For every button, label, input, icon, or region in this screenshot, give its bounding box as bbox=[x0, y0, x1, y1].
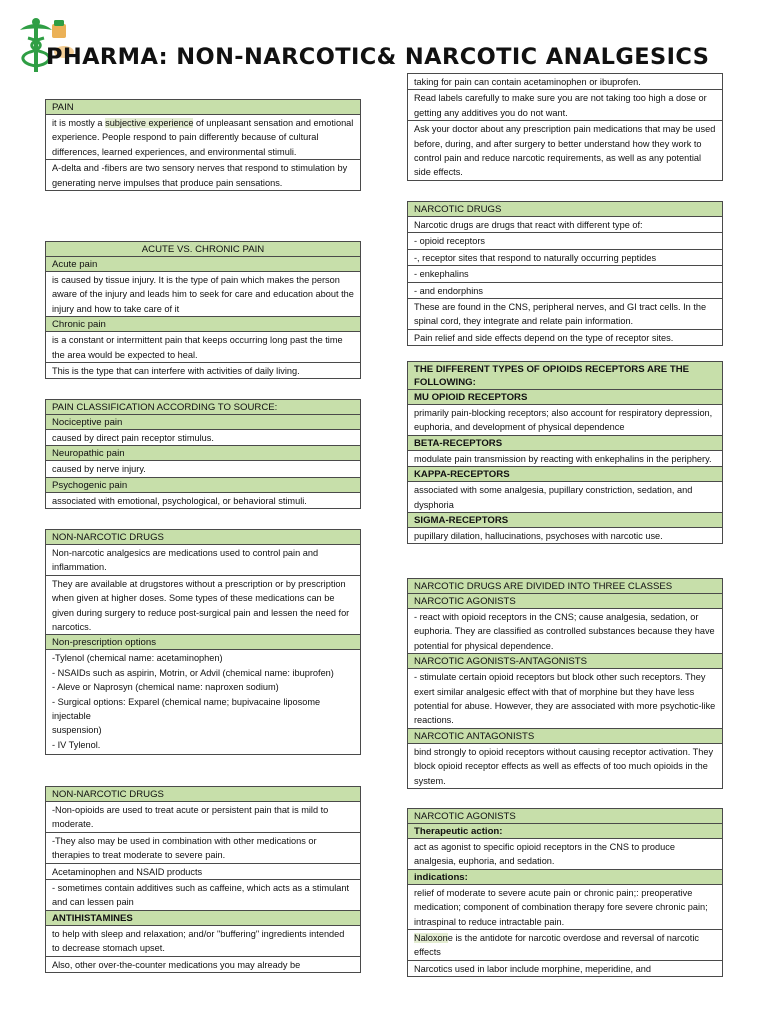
indications-label: indications: bbox=[408, 870, 722, 885]
non-narcotic-box-2 bbox=[45, 786, 361, 973]
kappa-receptors-text: associated with some analgesia, pupillary constriction, sedation, and dysphoria bbox=[408, 482, 722, 513]
list-item: -, receptor sites that respond to naturally occurring peptides bbox=[408, 250, 722, 266]
receptors-header: THE DIFFERENT TYPES OF OPIOIDS RECEPTORS ARE THE FOLLOWING: bbox=[408, 362, 722, 390]
list-item: -Tylenol (chemical name: acetaminophen) bbox=[52, 653, 223, 664]
non-narcotic-header-1: NON-NARCOTIC DRUGS bbox=[46, 530, 360, 545]
list-item: - opioid receptors bbox=[408, 233, 722, 249]
combination-use: -They also may be used in combination with other medications or therapies to treat moderate to severe pain. bbox=[46, 833, 360, 864]
highlighted-term: Naloxon bbox=[414, 933, 448, 944]
non-prescription-list bbox=[46, 650, 360, 755]
therapeutic-action-text: act as agonist to specific opioid receptors in the CNS to produce analgesia, euphoria, and sedation. bbox=[408, 839, 722, 870]
pain-definition-text-2: of unpleasant sensation and emotional experience. People respond to pain differently because of cultural differences, learned experiences, and environmental stimuli. bbox=[52, 118, 354, 157]
narcotic-drugs-header: NARCOTIC DRUGS bbox=[408, 202, 722, 217]
classification-header: PAIN CLASSIFICATION ACCORDING TO SOURCE: bbox=[46, 400, 360, 415]
classification-box bbox=[45, 399, 361, 509]
mu-receptors-text: primarily pain-blocking receptors; also account for respiratory depression, euphoria, and development of physical dependence bbox=[408, 405, 722, 436]
list-item: - NSAIDs such as aspirin, Motrin, or Advil (chemical name: ibuprofen) bbox=[52, 667, 334, 678]
beta-receptors-label: BETA-RECEPTORS bbox=[408, 436, 722, 451]
page-title: PHARMA: NON-NARCOTIC& NARCOTIC ANALGESICS bbox=[46, 44, 710, 70]
sigma-receptors-label: SIGMA-RECEPTORS bbox=[408, 513, 722, 528]
classes-header: NARCOTIC DRUGS ARE DIVIDED INTO THREE CLASSES bbox=[408, 579, 722, 594]
otc-medications: Also, other over-the-counter medications you may already be bbox=[46, 957, 360, 973]
non-narcotic-header-2: NON-NARCOTIC DRUGS bbox=[46, 787, 360, 802]
continued-box bbox=[407, 73, 723, 181]
naloxone-note bbox=[408, 930, 722, 961]
chronic-pain-text: is a constant or intermittent pain that keeps occurring long past the time the area would be expected to heal. bbox=[46, 332, 360, 363]
narcotic-drugs-box bbox=[407, 201, 723, 346]
acute-pain-label: Acute pain bbox=[46, 257, 360, 272]
nociceptive-text: caused by direct pain receptor stimulus. bbox=[46, 430, 360, 446]
kappa-receptors-label: KAPPA-RECEPTORS bbox=[408, 467, 722, 482]
pain-definition-text-1: it is mostly a bbox=[52, 118, 106, 128]
antihistamines-text: to help with sleep and relaxation; and/or "buffering" ingredients intended to decrease stomach upset. bbox=[46, 926, 360, 957]
beta-receptors-text: modulate pain transmission by reacting with enkephalins in the periphery. bbox=[408, 451, 722, 467]
pain-box bbox=[45, 99, 361, 191]
non-opioid-use: -Non-opioids are used to treat acute or persistent pain that is mild to moderate. bbox=[46, 802, 360, 833]
antagonists-text: bind strongly to opioid receptors without causing receptor activation. They block opioid receptor effects as well as effects of too much opioids in the system. bbox=[408, 744, 722, 789]
list-item: - and endorphins bbox=[408, 283, 722, 299]
neuropathic-text: caused by nerve injury. bbox=[46, 461, 360, 477]
narcotic-definition: Narcotic drugs are drugs that react with different type of: bbox=[408, 217, 722, 233]
list-item: - enkephalins bbox=[408, 266, 722, 282]
agonists-antagonists-label: NARCOTIC AGONISTS-ANTAGONISTS bbox=[408, 654, 722, 669]
list-item: - Surgical options: Exparel (chemical name; bupivacaine liposome injectable bbox=[52, 696, 321, 722]
acute-pain-text: is caused by tissue injury. It is the type of pain which makes the person aware of the injury and leads him to seek for care and education about the injury and how to take care of it bbox=[46, 272, 360, 317]
therapeutic-action-label: Therapeutic action: bbox=[408, 824, 722, 839]
list-item: - Aleve or Naprosyn (chemical name: naproxen sodium) bbox=[52, 682, 279, 693]
chronic-pain-label: Chronic pain bbox=[46, 317, 360, 332]
non-prescription-label: Non-prescription options bbox=[46, 635, 360, 650]
agonists-text: - react with opioid receptors in the CNS; cause analgesia, sedation, or euphoria. They are classified as controlled substances because they have potential for physical dependence. bbox=[408, 609, 722, 654]
neuropathic-label: Neuropathic pain bbox=[46, 446, 360, 461]
pain-header: PAIN bbox=[46, 100, 360, 115]
receptors-box bbox=[407, 361, 723, 544]
pain-relief-note: Pain relief and side effects depend on the type of receptor sites. bbox=[408, 330, 722, 346]
non-narcotic-definition: Non-narcotic analgesics are medications used to control pain and inflammation. bbox=[46, 545, 360, 576]
indications-text: relief of moderate to severe acute pain or chronic pain;: preoperative medication; component of combination therapy fore severe chronic pain; intraspinal to reduce intractable pain. bbox=[408, 885, 722, 930]
sigma-receptors-text: pupillary dilation, hallucinations, psychoses with narcotic use. bbox=[408, 528, 722, 544]
highlighted-term: subjective experience bbox=[105, 118, 194, 128]
mu-receptors-label: MU OPIOID RECEPTORS bbox=[408, 390, 722, 405]
pain-nerves: A-delta and -fibers are two sensory nerves that respond to stimulation by generating nerve impulses that produce pain sensations. bbox=[46, 160, 360, 191]
pain-definition bbox=[46, 115, 360, 160]
acute-chronic-header: ACUTE VS. CHRONIC PAIN bbox=[46, 242, 360, 257]
naloxone-note-text: e is the antidote for narcotic overdose and reversal of narcotic effects bbox=[414, 933, 699, 958]
non-narcotic-availability: They are available at drugstores without a prescription or by prescription when given at higher doses. Some types of these medications can be given during surgery to reduce post-surgical pain and lessen the need for narcotics. bbox=[46, 576, 360, 636]
agonists-label: NARCOTIC AGONISTS bbox=[408, 594, 722, 609]
chronic-pain-note: This is the type that can interfere with activities of daily living. bbox=[46, 363, 360, 379]
antihistamines-label: ANTIHISTAMINES bbox=[46, 911, 360, 926]
ask-doctor: Ask your doctor about any prescription pain medications that may be used before, during, and after surgery to better understand how they work to control pain and reduce narcotic requirements, as well as any potential side effects. bbox=[408, 121, 722, 181]
additives: - sometimes contain additives such as caffeine, which acts as a stimulant and can lessen pain bbox=[46, 880, 360, 911]
list-item: - IV Tylenol. bbox=[52, 739, 101, 750]
acute-chronic-box bbox=[45, 241, 361, 379]
agonists-antagonists-text: - stimulate certain opioid receptors but block other such receptors. They exert similar analgesic effect with that of morphine but they have less potential for abuse. However, they are associated with more psychotic-like reactions. bbox=[408, 669, 722, 729]
agonists-detail-header: NARCOTIC AGONISTS bbox=[408, 809, 722, 824]
labor-narcotics: Narcotics used in labor include morphine, meperidine, and bbox=[408, 961, 722, 977]
nociceptive-label: Nociceptive pain bbox=[46, 415, 360, 430]
agonists-detail-box bbox=[407, 808, 723, 977]
non-narcotic-box-1 bbox=[45, 529, 361, 755]
receptor-location: These are found in the CNS, peripheral nerves, and GI tract cells. In the spinal cord, they integrate and relate pain information. bbox=[408, 299, 722, 330]
psychogenic-text: associated with emotional, psychological, or behavioral stimuli. bbox=[46, 493, 360, 509]
acetaminophen-nsaid: Acetaminophen and NSAID products bbox=[46, 864, 360, 880]
antagonists-label: NARCOTIC ANTAGONISTS bbox=[408, 729, 722, 744]
read-labels: Read labels carefully to make sure you are not taking too high a dose or getting any additives you do not want. bbox=[408, 90, 722, 121]
psychogenic-label: Psychogenic pain bbox=[46, 478, 360, 493]
continued-text: taking for pain can contain acetaminophen or ibuprofen. bbox=[408, 74, 722, 90]
list-item: suspension) bbox=[52, 725, 102, 736]
classes-box bbox=[407, 578, 723, 789]
